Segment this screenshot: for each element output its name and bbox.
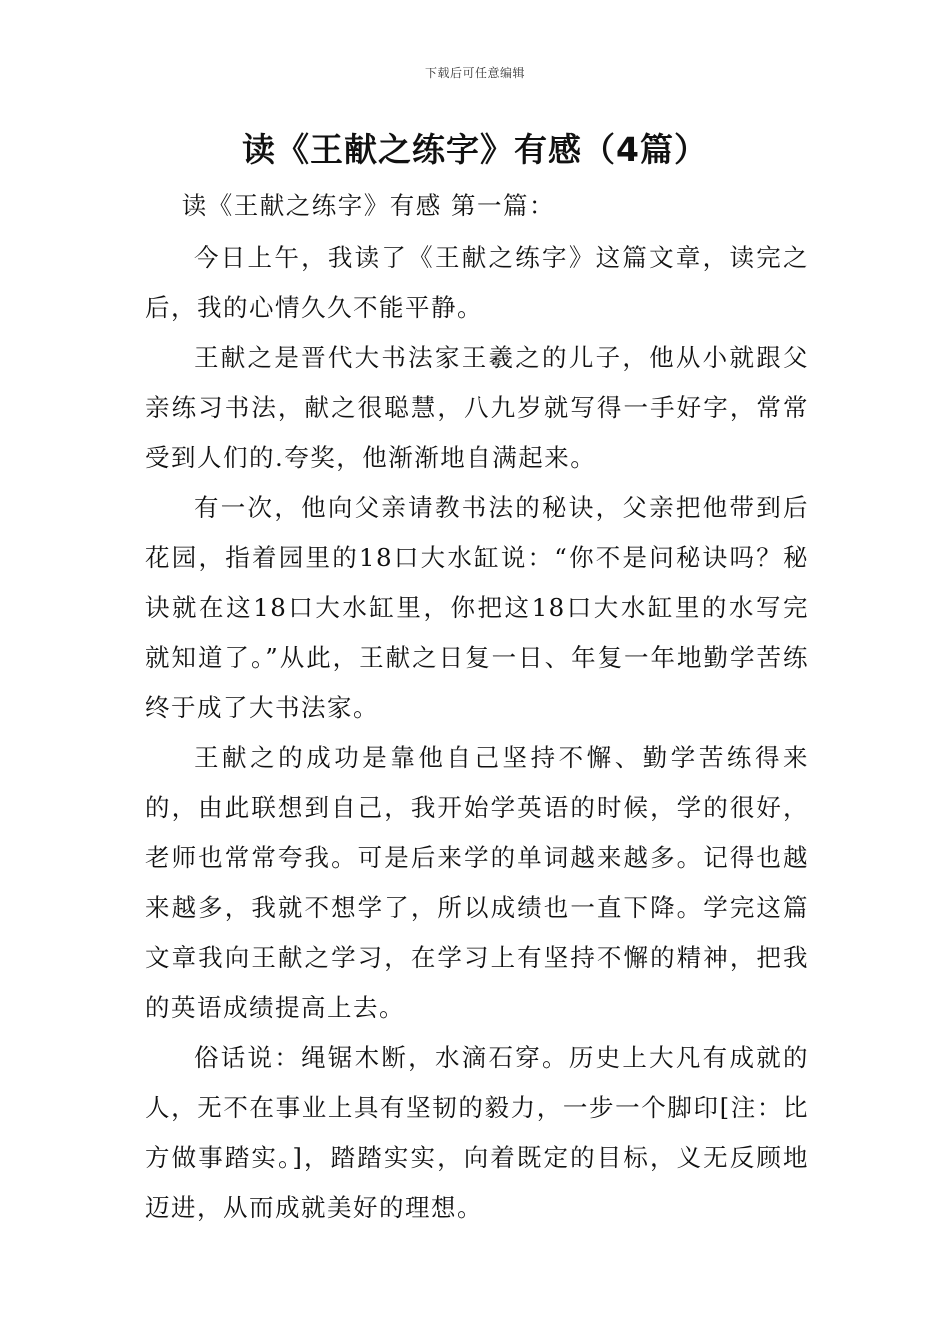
paragraph-2: 王献之是晋代大书法家王羲之的儿子，他从小就跟父亲练习书法，献之很聪慧，八九岁就写得一手好字，常常受到人们的.夸奖，他渐渐地自满起来。 xyxy=(145,343,809,472)
paragraph-3: 有一次，他向父亲请教书法的秘诀，父亲把他带到后花园，指着园里的18口大水缸说：“你不是问秘诀吗？秘诀就在这18口大水缸里，你把这18口大水缸里的水写完就知道了。”从此，王献之日复一日、年复一年地勤学苦练终于成了大书法家。 xyxy=(145,493,809,722)
header-note: 下载后可任意编辑 xyxy=(424,66,525,80)
paragraph-1: 今日上午，我读了《王献之练字》这篇文章，读完之后，我的心情久久不能平静。 xyxy=(145,243,809,322)
document-body xyxy=(145,181,809,1233)
section-subtitle: 读《王献之练字》有感 第一篇： xyxy=(181,191,556,220)
document-title: 读《王献之练字》有感（4篇） xyxy=(242,130,708,169)
paragraph-4: 王献之的成功是靠他自己坚持不懈、勤学苦练得来的，由此联想到自己，我开始学英语的时候，学的很好，老师也常常夸我。可是后来学的单词越来越多。记得也越来越多，我就不想学了，所以成绩也一直下降。学完这篇文章我向王献之学习，在学习上有坚持不懈的精神，把我的英语成绩提高上去。 xyxy=(145,743,809,1022)
paragraph-5: 俗话说：绳锯木断，水滴石穿。历史上大凡有成就的人，无不在事业上具有坚韧的毅力，一步一个脚印[注：比方做事踏实。]，踏踏实实，向着既定的目标，义无反顾地迈进，从而成就美好的理想。 xyxy=(145,1043,809,1222)
